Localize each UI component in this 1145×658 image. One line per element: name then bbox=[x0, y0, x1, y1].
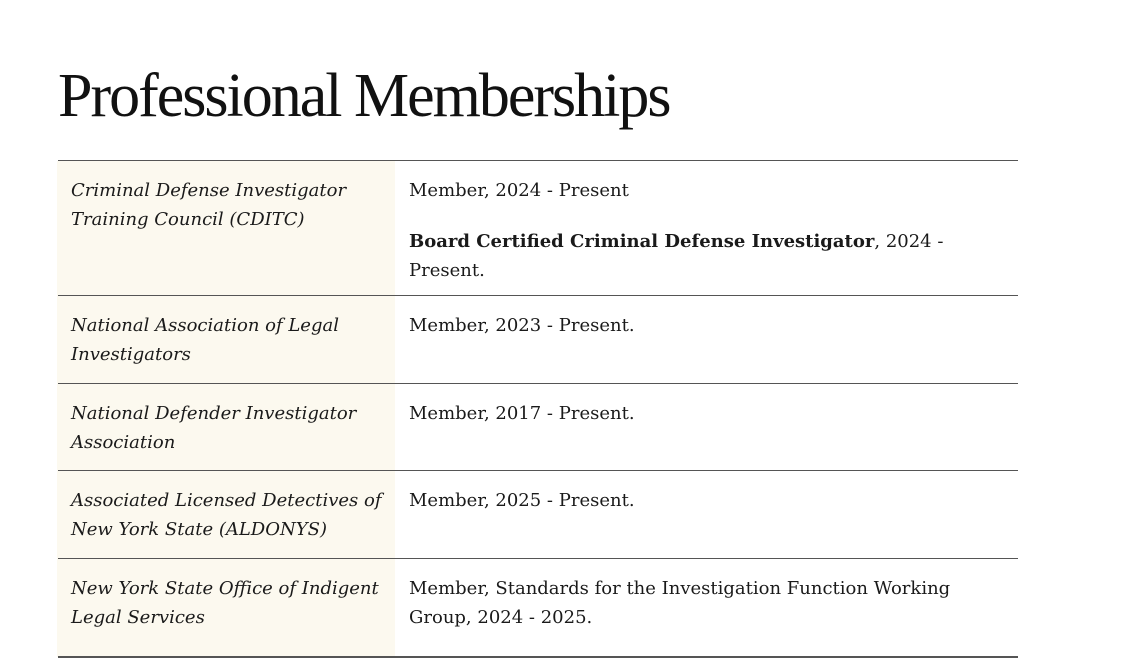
membership-roles bbox=[395, 161, 1018, 296]
membership-roles bbox=[395, 296, 1018, 384]
role-detail: Member, Standards for the Investigation Function Working Group, 2024 - 2025. bbox=[409, 578, 951, 628]
organization-name: National Defender Investigator Association bbox=[57, 384, 395, 471]
page-title: Professional Memberships bbox=[58, 62, 670, 130]
role-title: Board Certified Criminal Defense Investigator bbox=[409, 231, 875, 252]
role-detail: Member, 2023 - Present. bbox=[409, 315, 635, 336]
membership-roles bbox=[395, 559, 1018, 657]
role-line bbox=[409, 311, 1006, 340]
role-detail: , 2024 - Present. bbox=[409, 231, 944, 281]
organization-name: New York State Office of Indigent Legal Services bbox=[57, 559, 395, 657]
organization-name: Associated Licensed Detectives of New York State (ALDONYS) bbox=[57, 471, 395, 559]
membership-roles bbox=[395, 471, 1018, 559]
role-detail: Member, 2017 - Present. bbox=[409, 403, 635, 424]
organization-name: Criminal Defense Investigator Training Council (CDITC) bbox=[57, 161, 395, 296]
role-line bbox=[409, 574, 1006, 632]
membership-roles bbox=[395, 384, 1018, 471]
memberships-table bbox=[56, 160, 1018, 658]
membership-row bbox=[57, 161, 1018, 296]
role-line bbox=[409, 176, 1006, 205]
role-line bbox=[409, 227, 1006, 285]
membership-row bbox=[57, 296, 1018, 384]
role-detail: Member, 2025 - Present. bbox=[409, 490, 635, 511]
role-line bbox=[409, 486, 1006, 515]
organization-name: National Association of Legal Investigators bbox=[57, 296, 395, 384]
role-detail: Member, 2024 - Present bbox=[409, 180, 629, 201]
membership-row bbox=[57, 471, 1018, 559]
membership-row bbox=[57, 559, 1018, 657]
membership-row bbox=[57, 384, 1018, 471]
role-line bbox=[409, 399, 1006, 428]
